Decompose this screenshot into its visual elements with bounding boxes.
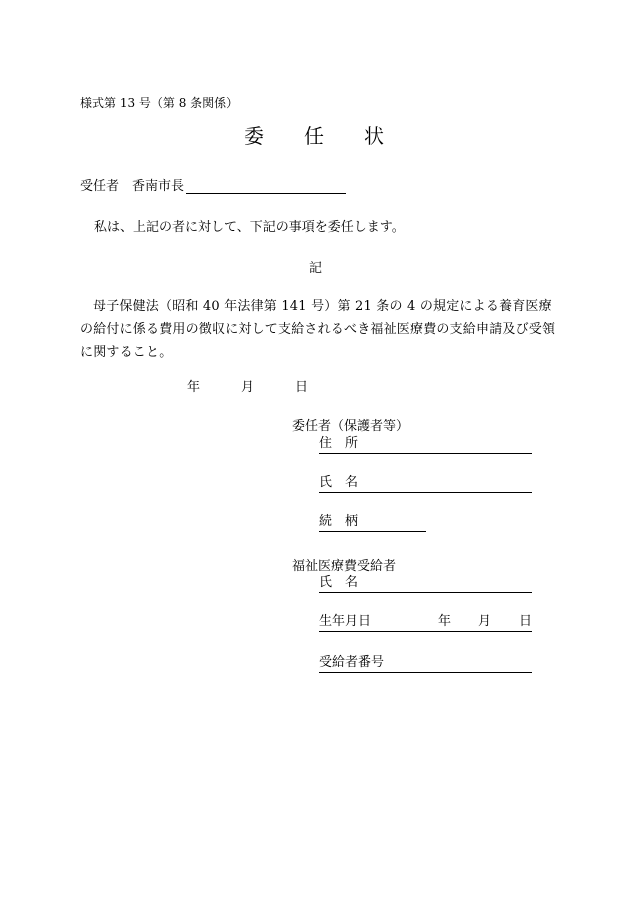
intro-statement: 私は、上記の者に対して、下記の事項を委任します。 xyxy=(94,220,405,235)
dob-day: 日 xyxy=(519,614,533,629)
dob-year: 年 xyxy=(438,614,452,629)
delegator-address-field[interactable] xyxy=(319,436,532,454)
document-title xyxy=(244,120,384,149)
ki-heading: 記 xyxy=(309,261,323,276)
dob-label: 生年月日 xyxy=(319,614,372,629)
delegatee-label: 受任者 香南市長 xyxy=(80,179,185,194)
delegator-relation-field[interactable] xyxy=(319,514,426,532)
relation-label-2: 柄 xyxy=(345,514,359,529)
beneficiary-name-field[interactable] xyxy=(319,575,532,593)
date-day: 日 xyxy=(295,380,309,395)
beneficiary-number-field[interactable] xyxy=(319,655,532,673)
relation-label-1: 続 xyxy=(319,514,333,529)
date-year: 年 xyxy=(187,380,201,395)
title-char-1: 委 xyxy=(244,124,264,148)
name-label-2: 名 xyxy=(345,475,359,490)
title-char-2: 任 xyxy=(304,124,324,148)
title-char-3: 状 xyxy=(364,124,384,148)
delegator-heading: 委任者（保護者等） xyxy=(292,419,410,434)
date-row[interactable] xyxy=(187,376,308,395)
beneficiary-dob-field[interactable] xyxy=(319,614,532,632)
delegatee-blank[interactable] xyxy=(186,179,346,194)
beneficiary-name-label-1: 氏 xyxy=(319,575,333,590)
delegated-matter: 母子保健法（昭和 40 年法律第 141 号）第 21 条の 4 の規定による養育医療の給付に係る費用の徴収に対して支給されるべき福祉医療費の支給申請及び受領に関すること。 xyxy=(80,299,556,360)
address-label-2: 所 xyxy=(345,436,359,451)
date-month: 月 xyxy=(241,380,255,395)
address-label-1: 住 xyxy=(319,436,333,451)
name-label-1: 氏 xyxy=(319,475,333,490)
dob-month: 月 xyxy=(478,614,492,629)
beneficiary-number-label: 受給者番号 xyxy=(319,655,385,670)
beneficiary-name-label-2: 名 xyxy=(345,575,359,590)
delegatee-line xyxy=(80,175,346,194)
delegator-name-field[interactable] xyxy=(319,475,532,493)
beneficiary-heading: 福祉医療費受給者 xyxy=(292,559,397,574)
form-number: 様式第 13 号（第 8 条関係） xyxy=(80,96,239,110)
